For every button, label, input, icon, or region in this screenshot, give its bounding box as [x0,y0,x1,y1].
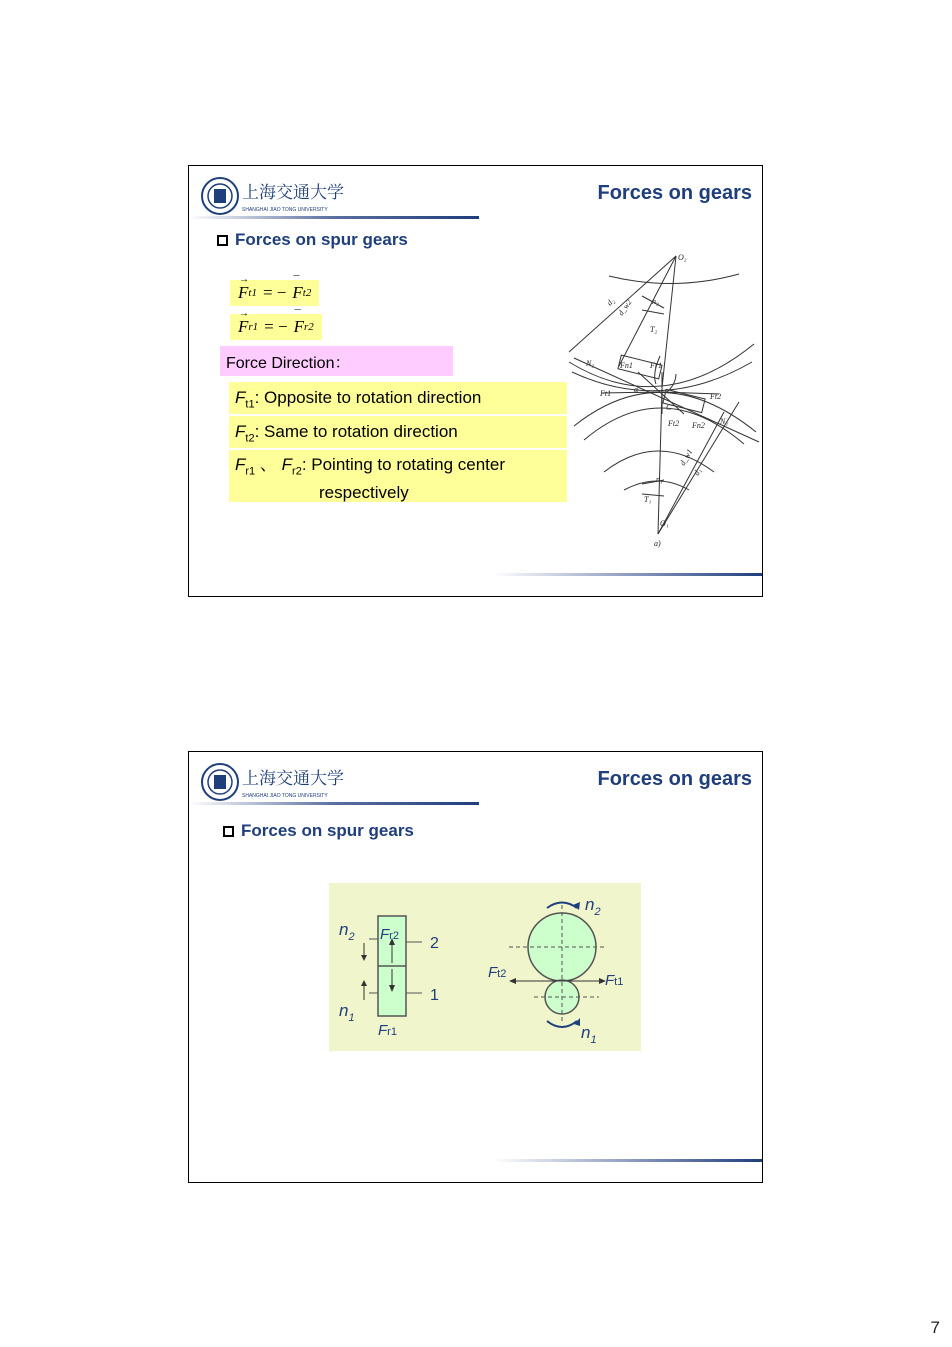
footer-divider [492,573,762,576]
label-dw1: d_w1 [677,447,695,467]
spur-gear-force-diagram [564,244,760,554]
label-n2-point: N₂ [586,359,595,368]
label-alpha: α [634,385,639,394]
label-n1-front: $n_1$ [581,1023,597,1046]
logo-cn-text: 上海交通大学 [242,769,344,788]
page-number: 7 [930,1318,940,1337]
label-ft2: Ft2 [488,964,507,981]
force-direction-label: Force Direction： [220,346,453,376]
footer-divider [492,1159,762,1162]
label-c: C [666,403,672,412]
gear-figure-panel [329,883,641,1051]
square-bullet-icon [223,826,234,837]
label-ft2: Ft2 [668,419,680,428]
sjtu-logo [200,762,350,802]
header-divider [189,802,479,805]
logo-en-text: SHANGHAI JIAO TONG UNIVERSITY [242,207,328,213]
label-n1: n₁ [656,475,663,484]
slide-title: Forces on gears [597,768,752,790]
equation-ft: F → t1 = − F ¯ t2 [230,280,319,306]
label-ft2-right: Ft2 [710,392,722,401]
slide-1 [188,165,763,597]
equation-fr: F → r1 = − F ¯ r2 [230,314,322,340]
bullet-heading: Forces on spur gears [217,230,408,250]
label-n2-side: $n_2$ [339,920,355,943]
label-dw2: d_w2 [616,297,634,318]
header-divider [189,216,479,219]
force-item-ft1: $F_{t1}$: Opposite to rotation direction [229,382,567,414]
label-d1: d₁ [691,466,704,477]
label-fn1: Fn1 [620,361,633,370]
label-gear-2: 2 [430,935,439,952]
label-d2: d₂ [605,296,617,308]
label-n1-point: N₁ [720,417,729,426]
label-n2-front: $n_2$ [585,895,601,918]
force-item-ft2: $F_{t2}$: Same to rotation direction [229,416,567,448]
label-n2: n₂ [652,297,659,306]
force-item-fr: $F_{r1}$ 、 $F_{r2}$: Pointing to rotating center respectively [229,450,567,502]
label-t1: T₁ [644,495,652,504]
label-o1: O₁ [660,519,669,528]
label-fn2: Fn2 [692,421,705,430]
label-n1-side: $n_1$ [339,1001,355,1024]
square-bullet-icon [217,235,228,246]
gear-schematic [329,883,641,1051]
label-o2: O₂ [678,253,687,262]
label-fr1: Fr1 [650,361,662,370]
bullet-heading: Forces on spur gears [223,821,414,841]
sjtu-logo [200,176,350,216]
diagram-caption: a) [654,539,661,548]
label-gear-1: 1 [430,987,439,1004]
label-ft1: Ft1 [600,389,612,398]
logo-en-text: SHANGHAI JIAO TONG UNIVERSITY [242,793,328,799]
label-ft1: Ft1 [605,972,624,989]
slide-title: Forces on gears [597,182,752,204]
label-t2: T₂ [650,325,658,334]
label-fr2: Fr2 [380,926,399,943]
slide-2 [188,751,763,1183]
label-fr1: Fr1 [378,1022,397,1039]
logo-cn-text: 上海交通大学 [242,183,344,202]
